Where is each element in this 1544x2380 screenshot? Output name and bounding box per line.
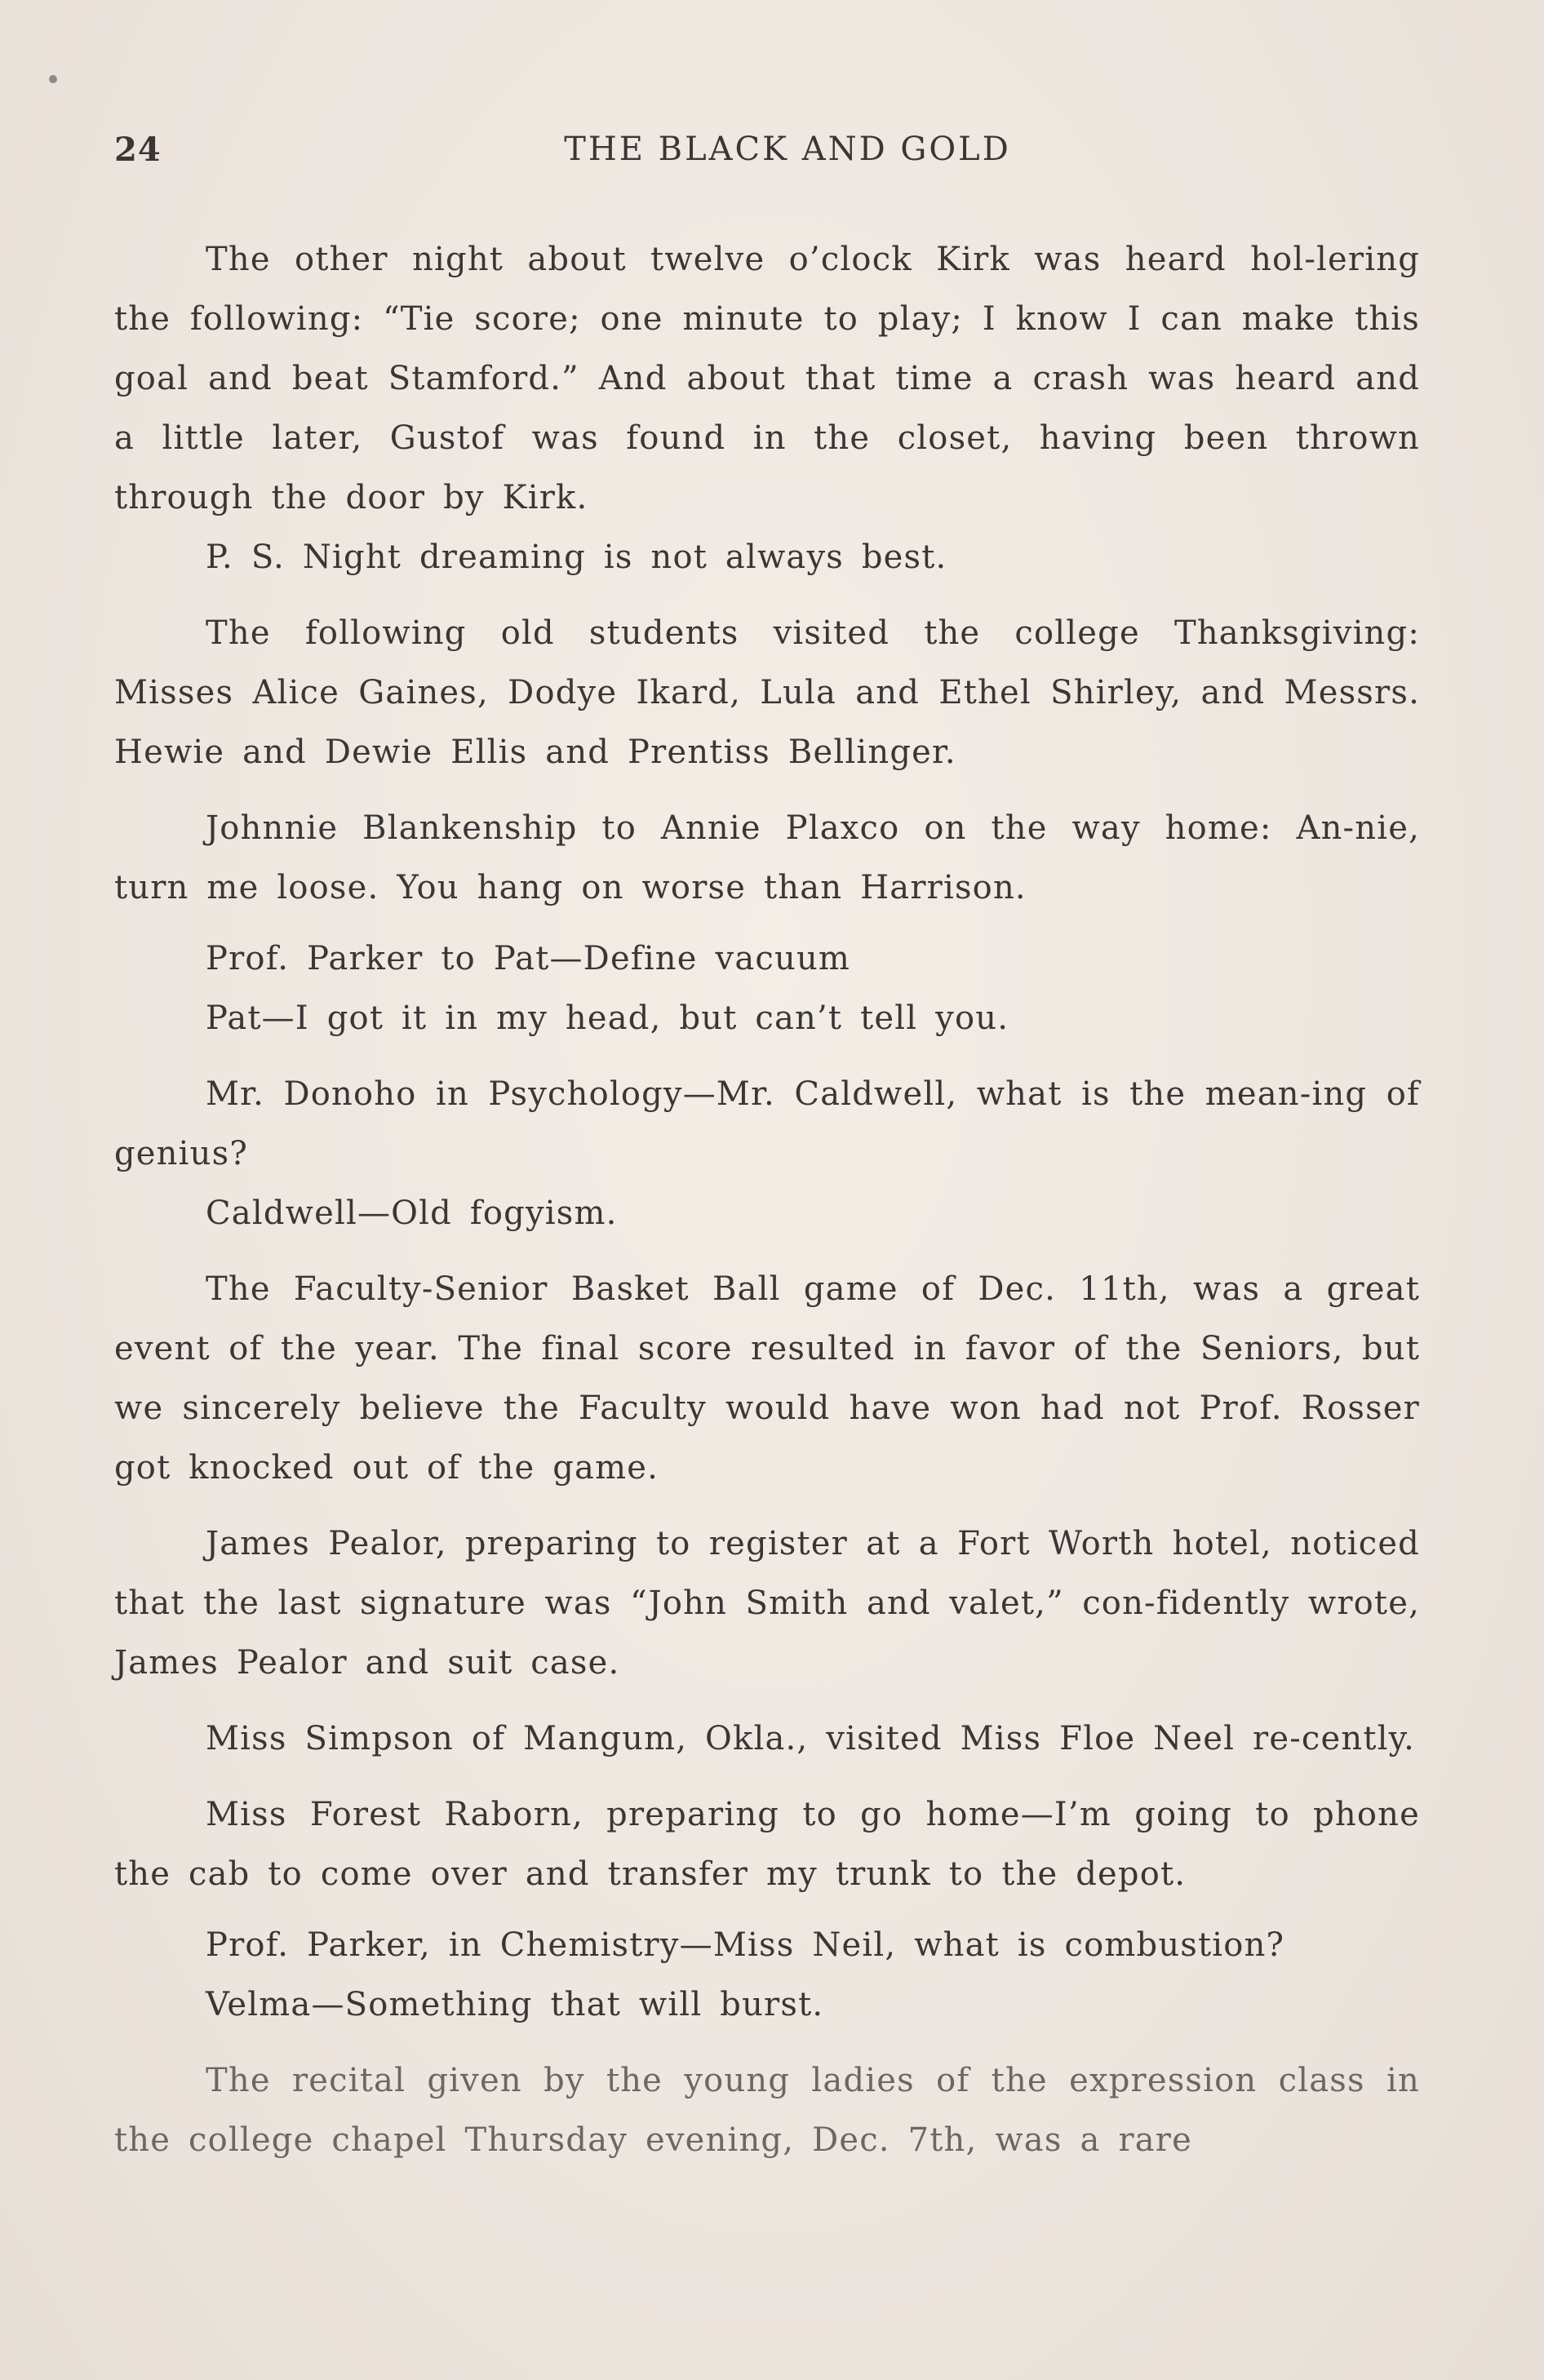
paragraph-kirk: The other night about twelve o’clock Kirk was heard hol-lering the following: “Tie score; one minute to play; I know I can make this goal and beat Stamford.” And about that time a crash was heard and a little later, Gustof was found in the closet, having been thrown through the door by Kirk.	[114, 241, 1420, 516]
paragraph-donoho: Mr. Donoho in Psychology—Mr. Caldwell, what is the mean-ing of genius?	[114, 1075, 1420, 1172]
paragraph-basketball: The Faculty-Senior Basket Ball game of Dec. 11th, was a great event of the year. The final score resulted in favor of the Seniors, but we sincerely believe the Faculty would have won had not Prof. Rosser got knocked out of the game.	[114, 1270, 1420, 1487]
paragraph-visitors: The following old students visited the college Thanksgiving: Misses Alice Gaines, Dodye Ikard, Lula and Ethel Shirley, and Messrs. Hewie and Dewie Ellis and Prentiss Bellinger.	[114, 614, 1420, 771]
paragraph-pealor: James Pealor, preparing to register at a Fort Worth hotel, noticed that the last signature was “John Smith and valet,” con-fidently wrote, James Pealor and suit case.	[114, 1525, 1420, 1682]
page-title: THE BLACK AND GOLD	[564, 131, 1011, 168]
paragraph-pat-reply: Pat—I got it in my head, but can’t tell you.	[206, 999, 1009, 1037]
paragraph-simpson: Miss Simpson of Mangum, Okla., visited Miss Floe Neel re-cently.	[206, 1720, 1416, 1757]
paragraph-velma: Velma—Something that will burst.	[206, 1986, 824, 2023]
page-number: 24	[114, 131, 162, 169]
paragraph-caldwell: Caldwell—Old fogyism.	[206, 1194, 618, 1232]
paragraph-parker-pat: Prof. Parker to Pat—Define vacuum	[206, 940, 851, 977]
page-header	[114, 122, 1428, 179]
article-body	[114, 230, 1420, 2170]
paragraph-parker-neil: Prof. Parker, in Chemistry—Miss Neil, what is combustion?	[206, 1926, 1285, 1964]
paragraph-recital: The recital given by the young ladies of the expression class in the college chapel Thursday evening, Dec. 7th, was a rare	[114, 2062, 1420, 2159]
paragraph-blankenship: Johnnie Blankenship to Annie Plaxco on the way home: An-nie, turn me loose. You hang on worse than Harrison.	[114, 809, 1420, 906]
specks	[49, 75, 57, 83]
paragraph-raborn: Miss Forest Raborn, preparing to go home—I’m going to phone the cab to come over and transfer my trunk to the depot.	[114, 1796, 1420, 1893]
paragraph-ps: P. S. Night dreaming is not always best.	[206, 538, 947, 576]
